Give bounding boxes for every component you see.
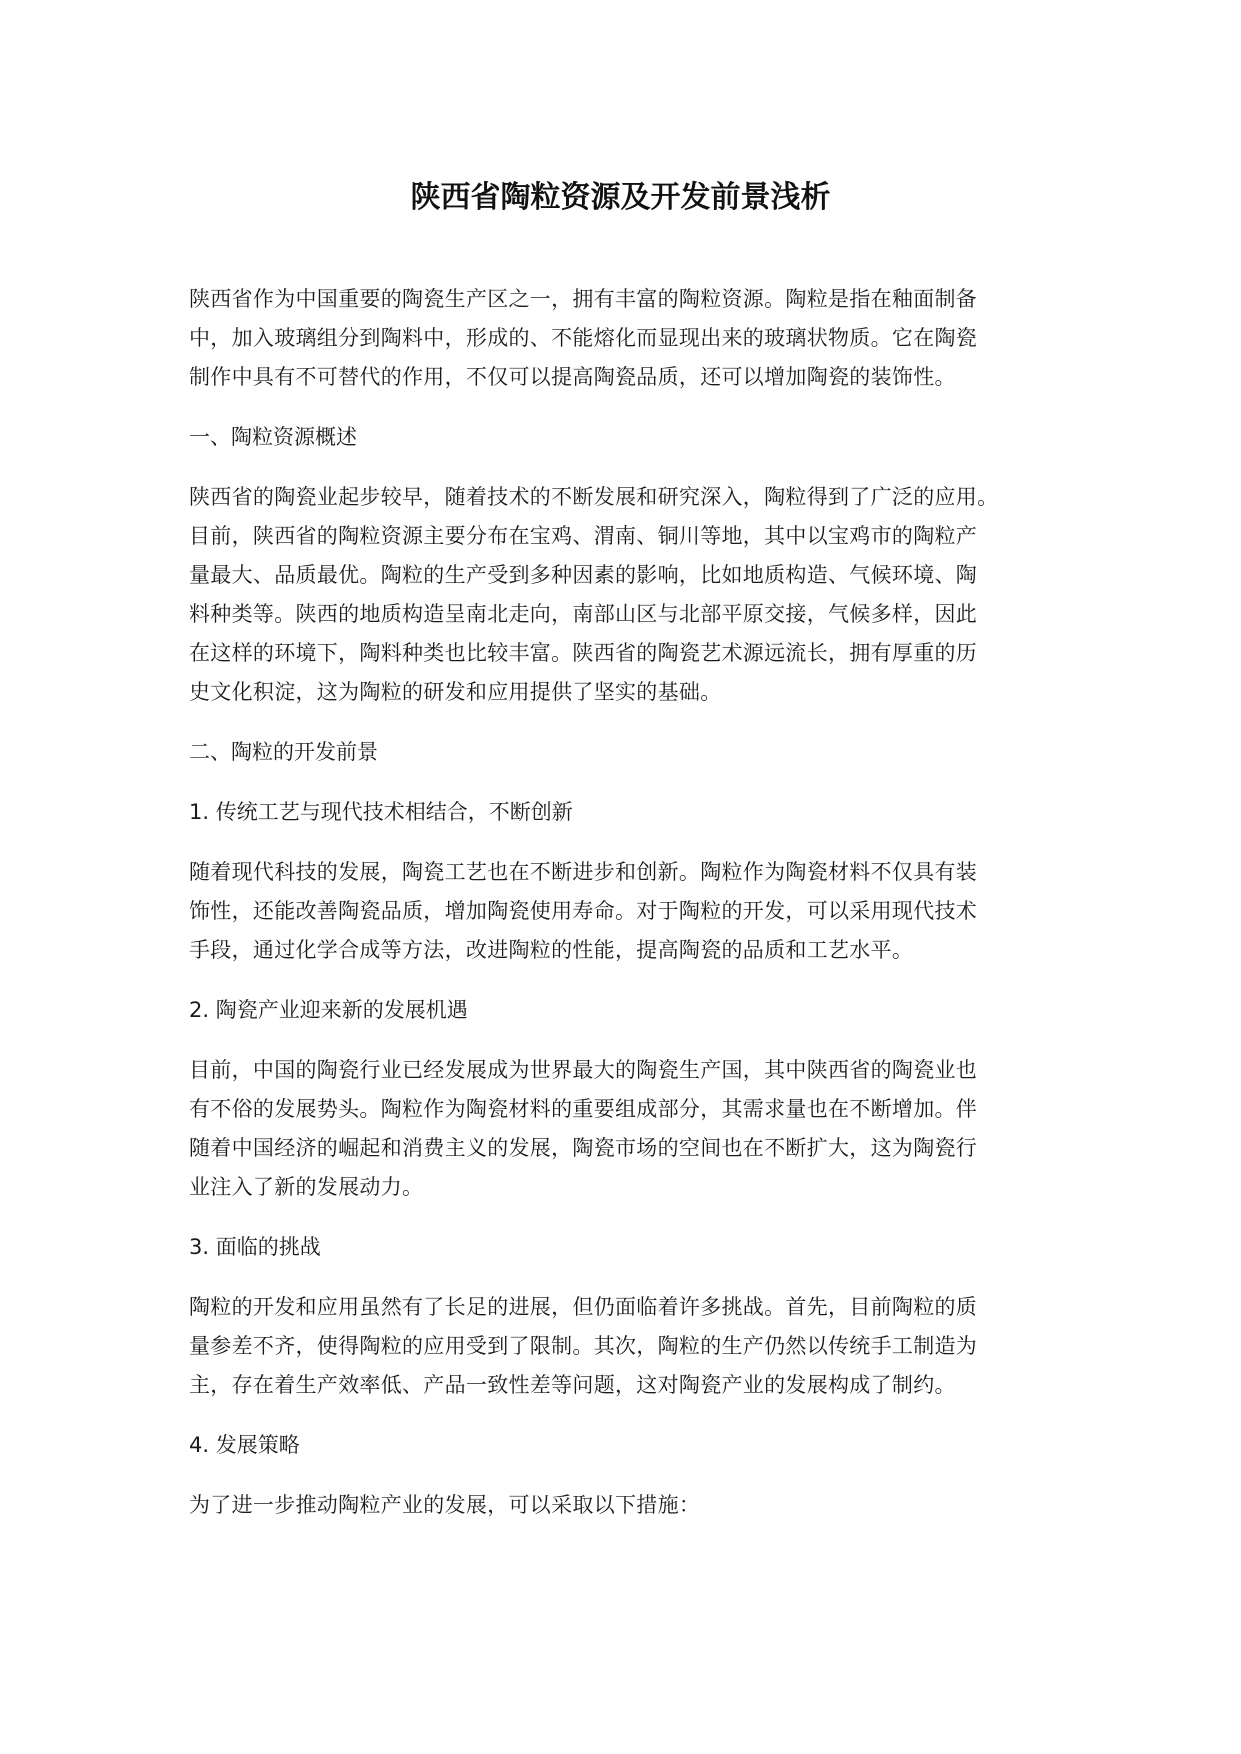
section-2-heading: 二、陶粒的开发前景 <box>189 740 378 764</box>
subsection-3-heading: 3. 面临的挑战 <box>189 1235 321 1259</box>
document-body <box>189 280 1069 1525</box>
subsection-4-paragraph: 为了进一步推动陶粒产业的发展，可以采取以下措施： <box>189 1493 701 1517</box>
subsection-2-heading: 2. 陶瓷产业迎来新的发展机遇 <box>189 998 468 1022</box>
subsection-4-heading: 4. 发展策略 <box>189 1433 300 1457</box>
subsection-2-paragraph: 目前，中国的陶瓷行业已经发展成为世界最大的陶瓷生产国，其中陕西省的陶瓷业也 有不俗的发展势头。陶粒作为陶瓷材料的重要组成部分，其需求量也在不断增加。伴 随着中国经济的崛起和消费主义的发展，陶瓷市场的空间也在不断扩大，这为陶瓷行 业注入了新的发展动力。 <box>189 1058 978 1199</box>
document-title: 陕西省陶粒资源及开发前景浅析 <box>410 180 831 215</box>
section-1-heading: 一、陶粒资源概述 <box>189 425 357 449</box>
intro-paragraph: 陕西省作为中国重要的陶瓷生产区之一，拥有丰富的陶粒资源。陶粒是指在釉面制备 中，加入玻璃组分到陶料中，形成的、不能熔化而显现出来的玻璃状物质。它在陶瓷 制作中具有不可替代的作用，不仅可以提高陶瓷品质，还可以增加陶瓷的装饰性。 <box>189 287 978 389</box>
subsection-1-paragraph: 随着现代科技的发展，陶瓷工艺也在不断进步和创新。陶粒作为陶瓷材料不仅具有装 饰性，还能改善陶瓷品质，增加陶瓷使用寿命。对于陶粒的开发，可以采用现代技术 手段，通过化学合成等方法，改进陶粒的性能，提高陶瓷的品质和工艺水平。 <box>189 860 978 962</box>
section-1-paragraph: 陕西省的陶瓷业起步较早，随着技术的不断发展和研究深入，陶粒得到了广泛的应用。 目前，陕西省的陶粒资源主要分布在宝鸡、渭南、铜川等地，其中以宝鸡市的陶粒产 量最大、品质最优。陶粒的生产受到多种因素的影响，比如地质构造、气候环境、陶 料种类等。陕西的地质构造呈南北走向，南部山区与北部平原交接，气候多样，因此 在这样的环境下，陶料种类也比较丰富。陕西省的陶瓷艺术源远流长，拥有厚重的历 史文化积淀，这为陶粒的研发和应用提供了坚实的基础。 <box>189 485 999 704</box>
subsection-1-heading: 1. 传统工艺与现代技术相结合，不断创新 <box>189 800 573 824</box>
subsection-3-paragraph: 陶粒的开发和应用虽然有了长足的进展，但仍面临着许多挑战。首先，目前陶粒的质 量参差不齐，使得陶粒的应用受到了限制。其次，陶粒的生产仍然以传统手工制造为 主，存在着生产效率低、产品一致性差等问题，这对陶瓷产业的发展构成了制约。 <box>189 1295 978 1397</box>
